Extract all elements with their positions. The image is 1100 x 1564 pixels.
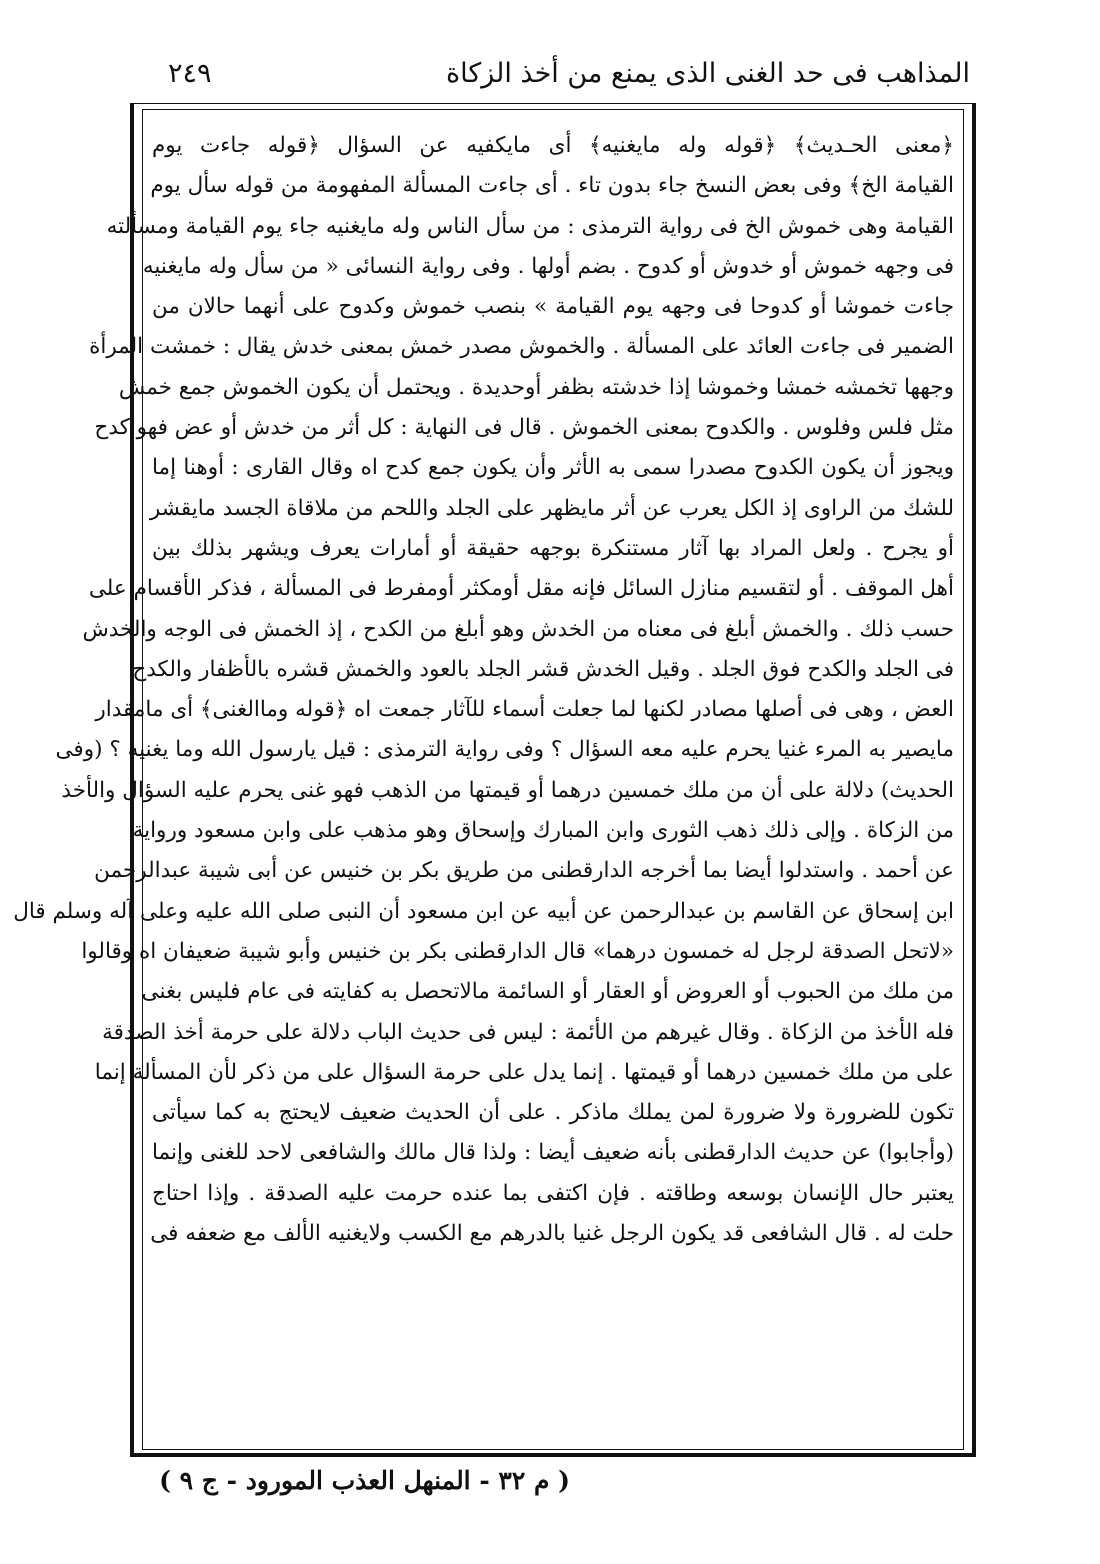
text-line: الحديث) دلالة على أن من ملك خمسين درهما أو قيمتها من الذهب فهو غنى يحرم عليه السؤال والأخذ <box>61 777 954 803</box>
text-line: أو يجرح . ولعل المراد بها آثار مستنكرة بوجهه حقيقة أو أمارات يعرف ويشهر بذلك بين <box>152 535 954 561</box>
volume-signature-footer: ( م ٣٢ - المنهل العذب المورود - ج ٩ ) <box>159 1466 570 1495</box>
text-line: ﴿معنى الحـديث﴾ ﴿قوله وله مايغنيه﴾ أى مايكفيه عن السؤال ﴿قوله جاءت يوم <box>152 133 954 158</box>
text-line: ابن إسحاق عن القاسم بن عبدالرحمن عن أبيه عن ابن مسعود أن النبى صلى الله عليه وعلى آله وسلم قال <box>13 898 954 924</box>
text-line: عن أحمد . واستدلوا أيضا بما أخرجه الدارقطنى من طريق بكر بن خنيس عن أبى شيبة عبدالرحمن <box>94 858 954 884</box>
text-line: على من ملك خمسين درهما أو قيمتها . إنما يدل على حرمة السؤال على من ذكر لأن المسألة إنما <box>94 1059 954 1085</box>
text-line: فله الأخذ من الزكاة . وقال غيرهم من الأئمة : ليس فى حديث الباب دلالة على حرمة أخذ الصدقة <box>102 1019 954 1045</box>
text-line: فى الجلد والكدح فوق الجلد . وقيل الخدش قشر الجلد بالعود والخمش قشره بالأظفار والكدح <box>132 656 954 682</box>
text-line: وجهها تخمشه خمشا وخموشا إذا خدشته بظفر أوحديدة . ويحتمل أن يكون الخموش جمع خمش <box>118 374 954 400</box>
text-line: مايصير به المرء غنيا يحرم عليه معه السؤال ؟ وفى رواية الترمذى : قيل يارسول الله وما يغنيه ؟ (وفى <box>55 737 954 763</box>
text-line: «لاتحل الصدقة لرجل له خمسون درهما» قال الدارقطنى بكر بن خنيس وأبو شيبة ضعيفان اه وقالوا <box>81 938 954 964</box>
text-line: القيامة الخ﴾ وفى بعض النسخ جاء بدون تاء . أى جاءت المسألة المفهومة من قوله سأل يوم <box>150 173 954 199</box>
text-line: العض ، وهى فى أصلها مصادر لكنها لما جعلت أسماء للآثار جمعت اه ﴿قوله وماالغنى﴾ أى مامقدار <box>95 697 954 723</box>
text-line: من ملك من الحبوب أو العروض أو العقار أو السائمة مالاتحصل به كفايته فى عام فليس بغنى <box>141 979 954 1005</box>
text-line: حلت له . قال الشافعى قد يكون الرجل غنيا بالدرهم مع الكسب ولايغنيه الألف مع ضعفه فى <box>150 1221 954 1247</box>
running-title: المذاهب فى حد الغنى الذى يمنع من أخذ الزكاة <box>445 58 970 89</box>
text-line: الضمير فى جاءت العائد على المسألة . والخموش مصدر خمش بمعنى خدش يقال : خمشت المرأة <box>89 334 954 360</box>
page-number: ٢٤٩ <box>168 58 212 89</box>
page-header <box>140 50 970 102</box>
main-text-body <box>13 126 954 1438</box>
text-line: يعتبر حال الإنسان بوسعه وطاقته . فإن اكتفى بما عنده حرمت عليه الصدقة . وإذا احتاج <box>152 1180 954 1206</box>
text-line: فى وجهه خموش أو خدوش أو كدوح . بضم أولها . وفى رواية النسائى « من سأل وله مايغنيه <box>142 253 954 279</box>
text-line: حسب ذلك . والخمش أبلغ فى معناه من الخدش وهو أبلغ من الكدح ، إذ الخمش فى الوجه والخدش <box>82 616 954 642</box>
text-line: مثل فلس وفلوس . والكدوح بمعنى الخموش . قال فى النهاية : كل أثر من خدش أو عض فهو كدح <box>94 415 954 441</box>
text-line: القيامة وهى خموش الخ فى رواية الترمذى : من سأل الناس وله مايغنيه جاء يوم القيامة ومسألته <box>106 213 954 239</box>
text-line: ويجوز أن يكون الكدوح مصدرا سمى به الأثر وأن يكون جمع كدح اه وقال القارى : أوهنا إما <box>152 455 954 481</box>
text-line: أهل الموقف . أو لتقسيم منازل السائل فإنه مقل أومكثر أومفرط فى المسألة ، فذكر الأقسام على <box>88 576 954 602</box>
text-line: جاءت خموشا أو كدوحا فى وجهه يوم القيامة » بنصب خموش وكدوح على أنهما حالان من <box>152 294 954 320</box>
text-line: من الزكاة . وإلى ذلك ذهب الثورى وابن المبارك وإسحاق وهو مذهب على وابن مسعود ورواية <box>132 818 954 844</box>
text-line: تكون للضرورة ولا ضرورة لمن يملك ماذكر . على أن الحديث ضعيف لايحتج به كما سيأتى <box>152 1100 954 1126</box>
text-line: (وأجابوا) عن حديث الدارقطنى بأنه ضعيف أيضا : ولذا قال مالك والشافعى لاحد للغنى وإنما <box>152 1140 954 1166</box>
text-line: للشك من الراوى إذ الكل يعرب عن أثر مايظهر على الجلد واللحم من ملاقاة الجسد مايقشر <box>149 495 954 521</box>
